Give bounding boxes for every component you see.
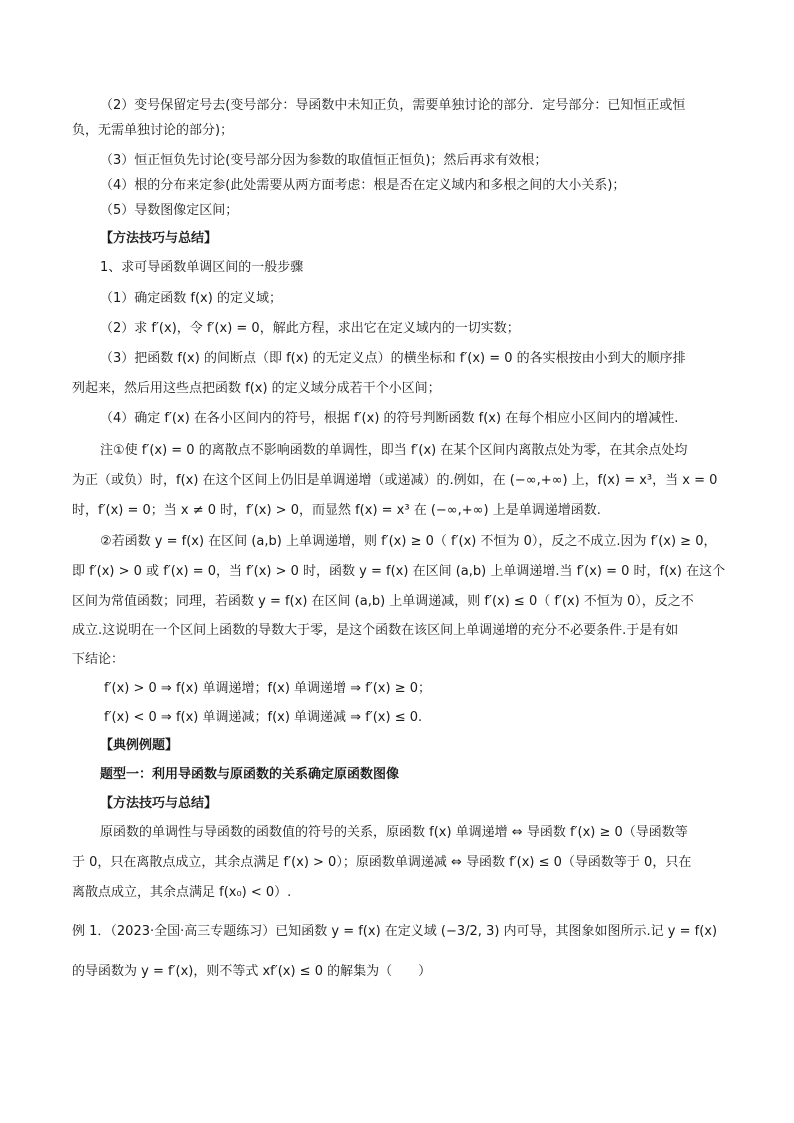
text-line: 即 f′(x) > 0 或 f′(x) = 0，当 f′(x) > 0 时，函数 y = f(x) 在区间 (a,b) 上单调递增.当 f′(x) = 0 时，f(x) 在这个 [72, 564, 726, 579]
text-line: 列起来，然后用这些点把函数 f(x) 的定义域分成若干个小区间； [72, 381, 441, 396]
text-line: f′(x) < 0 ⇒ f(x) 单调递减；f(x) 单调递减 ⇒ f′(x) ≤ 0. [104, 710, 423, 725]
example-line: 的导函数为 y = f′(x)，则不等式 xf′(x) ≤ 0 的解集为（ ） [72, 964, 432, 979]
text-line: 注①使 f′(x) = 0 的离散点不影响函数的单调性，即当 f′(x) 在某个区间内离散点处为零，在其余点处均 [100, 443, 688, 458]
section-heading: 题型一：利用导函数与原函数的关系确定原函数图像 [100, 767, 400, 782]
text-line: 区间为常值函数；同理，若函数 y = f(x) 在区间 (a,b) 上单调递减，则 f′(x) ≤ 0（ f′(x) 不恒为 0），反之不 [72, 594, 694, 609]
text-line: （4）根的分布来定参(此处需要从两方面考虑：根是否在定义域内和多根之间的大小关系)； [100, 178, 626, 193]
text-line: f′(x) > 0 ⇒ f(x) 单调递增；f(x) 单调递增 ⇒ f′(x) ≥ 0； [104, 681, 431, 696]
text-line: 于 0，只在离散点成立，其余点满足 f′(x) > 0）；原函数单调递减 ⇔ 导函数 f′(x) ≤ 0（导函数等于 0，只在 [72, 855, 692, 870]
text-line: （3）把函数 f(x) 的间断点（即 f(x) 的无定义点）的横坐标和 f′(x) = 0 的各实根按由小到大的顺序排 [100, 351, 686, 366]
text-line: 原函数的单调性与导函数的函数值的符号的关系，原函数 f(x) 单调递增 ⇔ 导函数 f′(x) ≥ 0（导函数等 [100, 825, 688, 840]
text-line: （4）确定 f′(x) 在各小区间内的符号，根据 f′(x) 的符号判断函数 f(x) 在每个相应小区间内的增减性. [100, 411, 679, 426]
section-heading: 【方法技巧与总结】 [100, 231, 218, 246]
section-heading: 【方法技巧与总结】 [100, 796, 218, 811]
text-line: 负，无需单独讨论的部分)； [72, 123, 234, 138]
text-line: （3）恒正恒负先讨论(变号部分因为参数的取值恒正恒负)；然后再求有效根； [100, 153, 548, 168]
text-line: （1）确定函数 f(x) 的定义域； [100, 291, 282, 306]
section-heading: 【典例例题】 [100, 738, 179, 753]
text-line: （2）求 f′(x)，令 f′(x) = 0，解此方程，求出它在定义域内的一切实数； [100, 321, 520, 336]
text-line: ②若函数 y = f(x) 在区间 (a,b) 上单调递增，则 f′(x) ≥ 0（ f′(x) 不恒为 0），反之不成立.因为 f′(x) ≥ 0， [100, 534, 717, 549]
text-line: 成立.这说明在一个区间上函数的导数大于零，是这个函数在该区间上单调递增的充分不必要条件.于是有如 [72, 623, 679, 638]
example-line: 例 1．（2023·全国·高三专题练习）已知函数 y = f(x) 在定义域 (−3/2, 3) 内可导，其图象如图所示.记 y = f(x) [72, 924, 718, 939]
text-line: 1、求可导函数单调区间的一般步骤 [100, 260, 304, 275]
text-line: 时，f′(x) = 0；当 x ≠ 0 时，f′(x) > 0，而显然 f(x) = x³ 在 (−∞,+∞) 上是单调递增函数. [72, 503, 601, 518]
text-line: （5）导数图像定区间； [100, 203, 239, 218]
text-line: 为正（或负）时，f(x) 在这个区间上仍旧是单调递增（或递减）的.例如，在 (−∞,+∞) 上，f(x) = x³，当 x = 0 [72, 473, 718, 488]
text-line: （2）变号保留定号去(变号部分：导函数中未知正负，需要单独讨论的部分．定号部分：已知恒正或恒 [100, 98, 686, 113]
text-line: 下结论： [72, 652, 125, 667]
text-line: 离散点成立，其余点满足 f(x₀) < 0）. [72, 885, 292, 900]
